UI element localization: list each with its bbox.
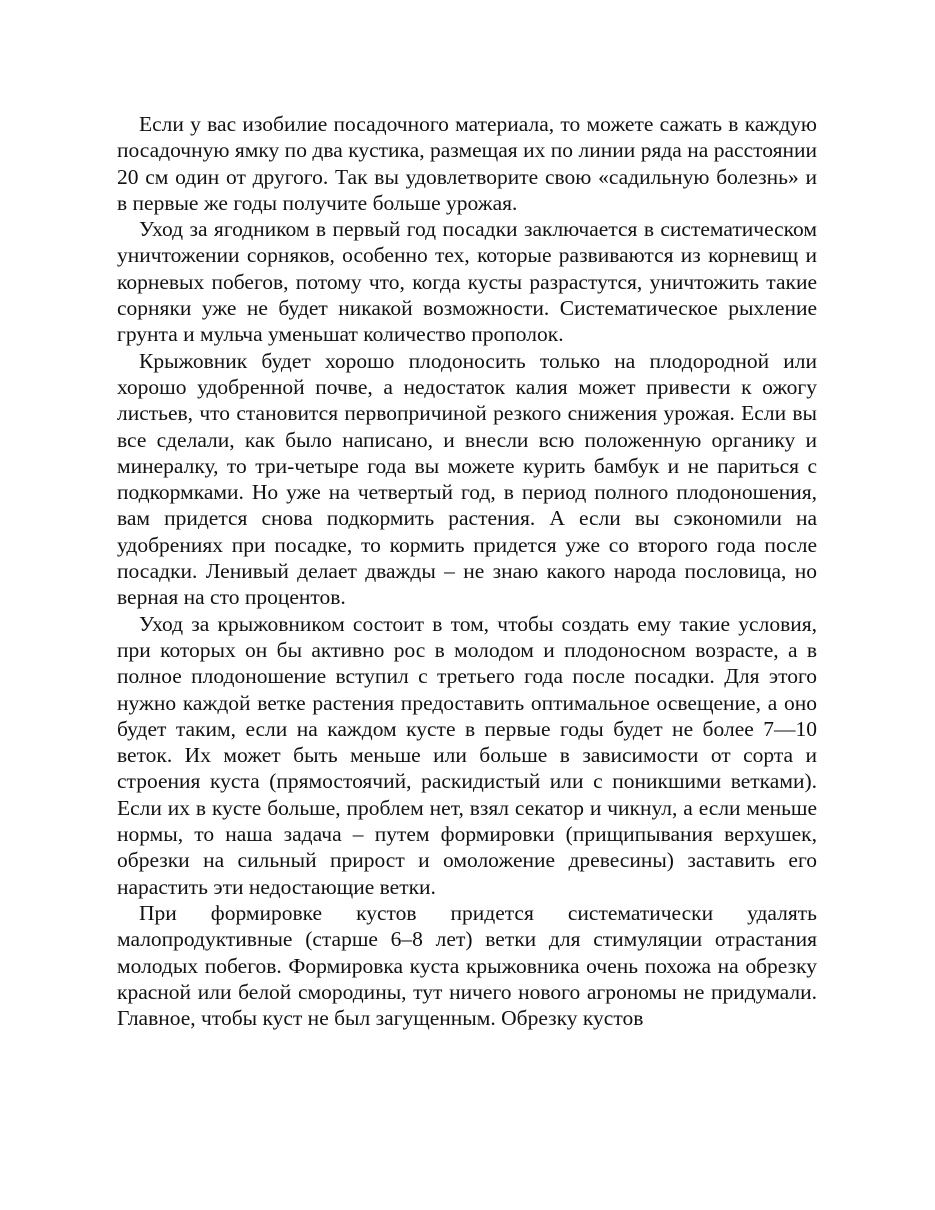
- paragraph-4: Уход за крыжовником состоит в том, чтобы создать ему такие условия, при которых он бы активно рос в молодом и плодоносном возрасте, а в полное плодоношение вступил с третьего года после посадки. Для этого нужно каждой ветке растения предоставить оптимальное освещение, а оно будет таким, если на каждом кусте в первые годы будет не более 7—10 веток. Их может быть меньше или больше в зависимости от сорта и строения куста (прямостоячий, раскидистый или с поникшими ветками). Если их в кусте больше, проблем нет, взял секатор и чикнул, а если меньше нормы, то наша задача – путем формировки (прищипывания верхушек, обрезки на сильный прирост и омоложение древесины) заставить его нарастить эти недостающие ветки.: [117, 611, 817, 899]
- paragraph-5: При формировке кустов придется систематически удалять малопродуктивные (старше 6–8 лет) ветки для стимуляции отрастания молодых побегов. Формировка куста крыжовника очень похожа на обрезку красной или белой смородины, тут ничего нового агрономы не придумали. Главное, чтобы куст не был загущенным. Обрезку кустов: [117, 900, 817, 1031]
- paragraph-1: Если у вас изобилие посадочного материала, то можете сажать в каждую посадочную ямку по два кустика, размещая их по линии ряда на расстоянии 20 см один от другого. Так вы удовлетворите свою «садильную болезнь» и в первые же годы получите больше урожая.: [117, 112, 817, 215]
- body-text: [117, 111, 817, 1031]
- paragraph-3: Крыжовник будет хорошо плодоносить только на плодородной или хорошо удобренной почве, а недостаток калия может привести к ожогу листьев, что становится первопричиной резкого снижения урожая. Если вы все сделали, как было написано, и внесли всю положенную органику и минералку, то три-четыре года вы можете курить бамбук и не париться с подкормками. Но уже на четвертый год, в период полного плодоношения, вам придется снова подкормить растения. А если вы сэкономили на удобрениях при посадке, то кормить придется уже со второго года после посадки. Ленивый делает дважды – не знаю какого народа пословица, но верная на сто процентов.: [117, 348, 817, 610]
- paragraph-2: Уход за ягодником в первый год посадки заключается в систематическом уничтожении сорняков, особенно тех, которые развиваются из корневищ и корневых побегов, потому что, когда кусты разрастутся, уничтожить такие сорняки уже не будет никакой возможности. Систематическое рыхление грунта и мульча уменьшат количество прополок.: [117, 217, 817, 347]
